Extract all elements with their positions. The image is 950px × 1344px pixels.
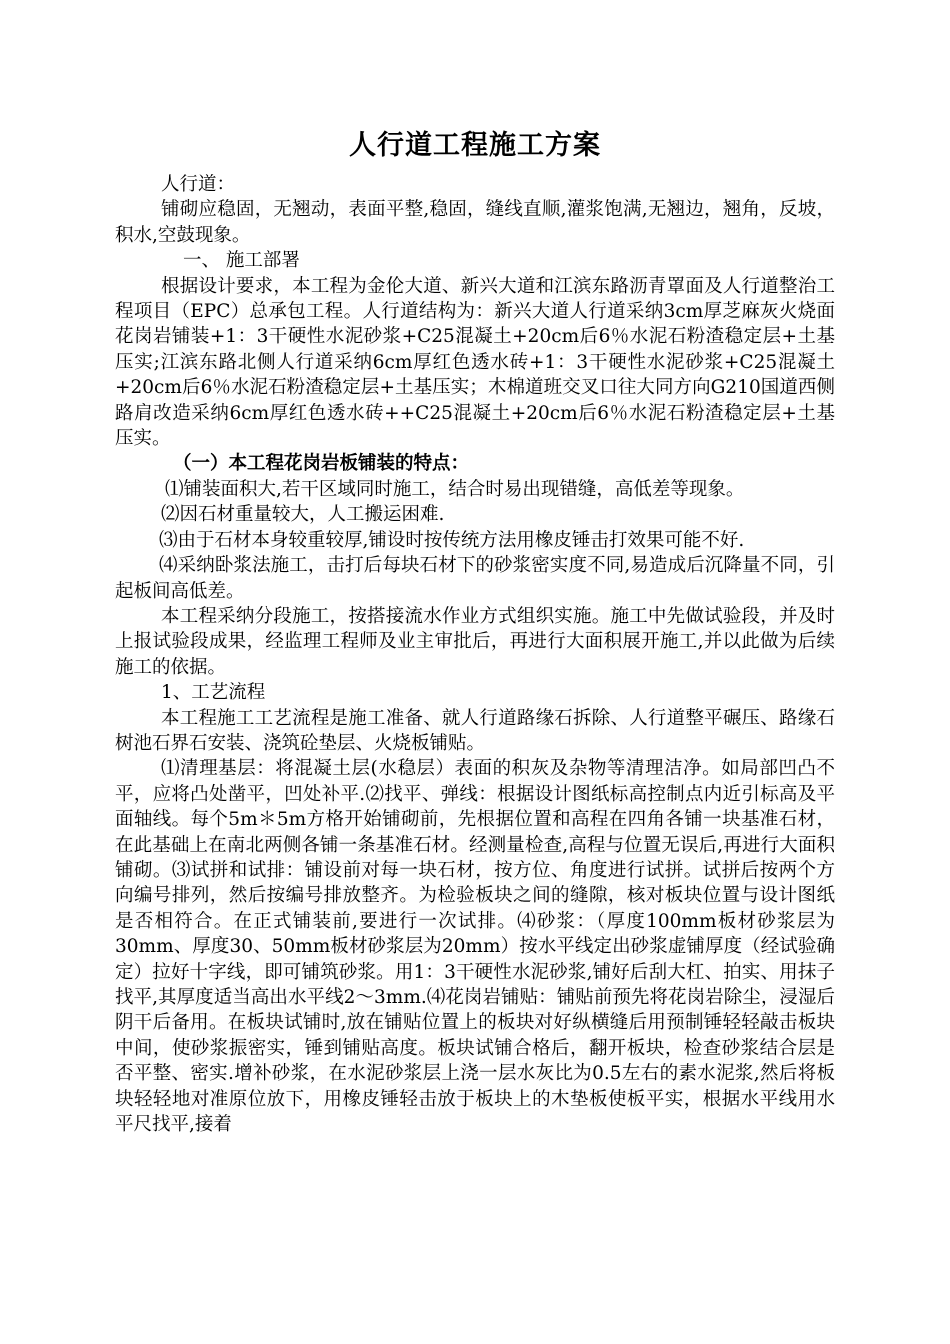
- feature-item-3: ⑶由于石材本身较重较厚,铺设时按传统方法用橡皮锤击打效果可能不好.: [159, 529, 745, 551]
- document-title: 人行道工程施工方案: [349, 130, 601, 161]
- paragraph-requirements: 铺砌应稳固，无翘动，表面平整,稳固，缝线直顺,灌浆饱满,无翘边，翘角，反坡，积水,空鼓现象。: [115, 199, 835, 246]
- section-heading-process-flow: 1、工艺流程: [161, 682, 266, 704]
- paragraph-design-requirements: 根据设计要求，本工程为金伦大道、新兴大道和江滨东路沥青罩面及人行道整治工程项目（EPC）总承包工程。人行道结构为：新兴大道人行道采纳3cm厚芝麻灰火烧面花岗岩铺装+1：3干硬性水泥砂浆+C25混凝土+20cm后6％水泥石粉渣稳定层+土基压实;江滨东路北侧人行道采纳6cm厚红色透水砖+1：3干硬性水泥砂浆+C25混凝土+20cm后6％水泥石粉渣稳定层+土基压实；木棉道班交叉口往大同方向G210国道西侧路肩改造采纳6cm厚红色透水砖++C25混凝土+20cm后6％水泥石粉渣稳定层+土基压实。: [115, 275, 835, 450]
- paragraph-process-steps: ⑴清理基层：将混凝土层(水稳层）表面的积灰及杂物等清理洁净。如局部凹凸不平，应将凸处凿平，凹处补平.⑵找平、弹线：根据设计图纸标高控制点内近引标高及平面轴线。每个5m＊5m方格开始铺砌前，先根据位置和高程在四角各铺一块基准石材，在此基础上在南北两侧各铺一条基准石材。经测量检查,高程与位置无误后,再进行大面积铺砌。⑶试拼和试排：铺设前对每一块石材，按方位、角度进行试拼。试拼后按两个方向编号排列，然后按编号排放整齐。为检验板块之间的缝隙，核对板块位置与设计图纸是否相符合。在正式铺装前,要进行一次试排。⑷砂浆：（厚度100mm板材砂浆层为30mm、厚度30、50mm板材砂浆层为20mm）按水平线定出砂浆虚铺厚度（经试验确定）拉好十字线，即可铺筑砂浆。用1：3干硬性水泥砂浆,铺好后刮大杠、拍实、用抹子找平,其厚度适当高出水平线2～3mm.⑷花岗岩铺贴：铺贴前预先将花岗岩除尘，浸湿后阴干后备用。在板块试铺时,放在铺贴位置上的板块对好纵横缝后用预制锤轻轻敲击板块中间，使砂浆振密实，锤到铺贴高度。板块试铺合格后，翻开板块，检查砂浆结合层是否平整、密实.增补砂浆，在水泥砂浆层上浇一层水灰比为0.5左右的素水泥浆,然后将板块轻轻地对准原位放下，用橡皮锤轻击放于板块上的木垫板使板平实，根据水平线用水平尺找平,接着: [115, 758, 835, 1136]
- paragraph-sidewalk-label: 人行道：: [161, 174, 236, 195]
- subsection-heading-granite-features: （一）本工程花岗岩板铺装的特点：: [173, 453, 470, 475]
- paragraph-process-flow: 本工程施工工艺流程是施工准备、就人行道路缘石拆除、人行道整平碾压、路缘石树池石界石安装、浇筑砼垫层、火烧板铺贴。: [115, 707, 835, 754]
- paragraph-segmented-construction: 本工程采纳分段施工，按搭接流水作业方式组织实施。施工中先做试验段，并及时上报试验段成果，经监理工程师及业主审批后，再进行大面积展开施工,并以此做为后续施工的依据。: [115, 605, 835, 678]
- feature-item-4: ⑷采纳卧浆法施工，击打后每块石材下的砂浆密实度不同,易造成后沉降量不同，引起板间高低差。: [115, 555, 835, 602]
- feature-item-1: ⑴铺装面积大,若干区域同时施工，结合时易出现错缝，高低差等现象。: [165, 478, 745, 500]
- feature-item-2: ⑵因石材重量较大，人工搬运困难.: [161, 504, 445, 526]
- document-page: [115, 126, 835, 1137]
- section-heading-deployment: 一、 施工部署: [183, 250, 300, 272]
